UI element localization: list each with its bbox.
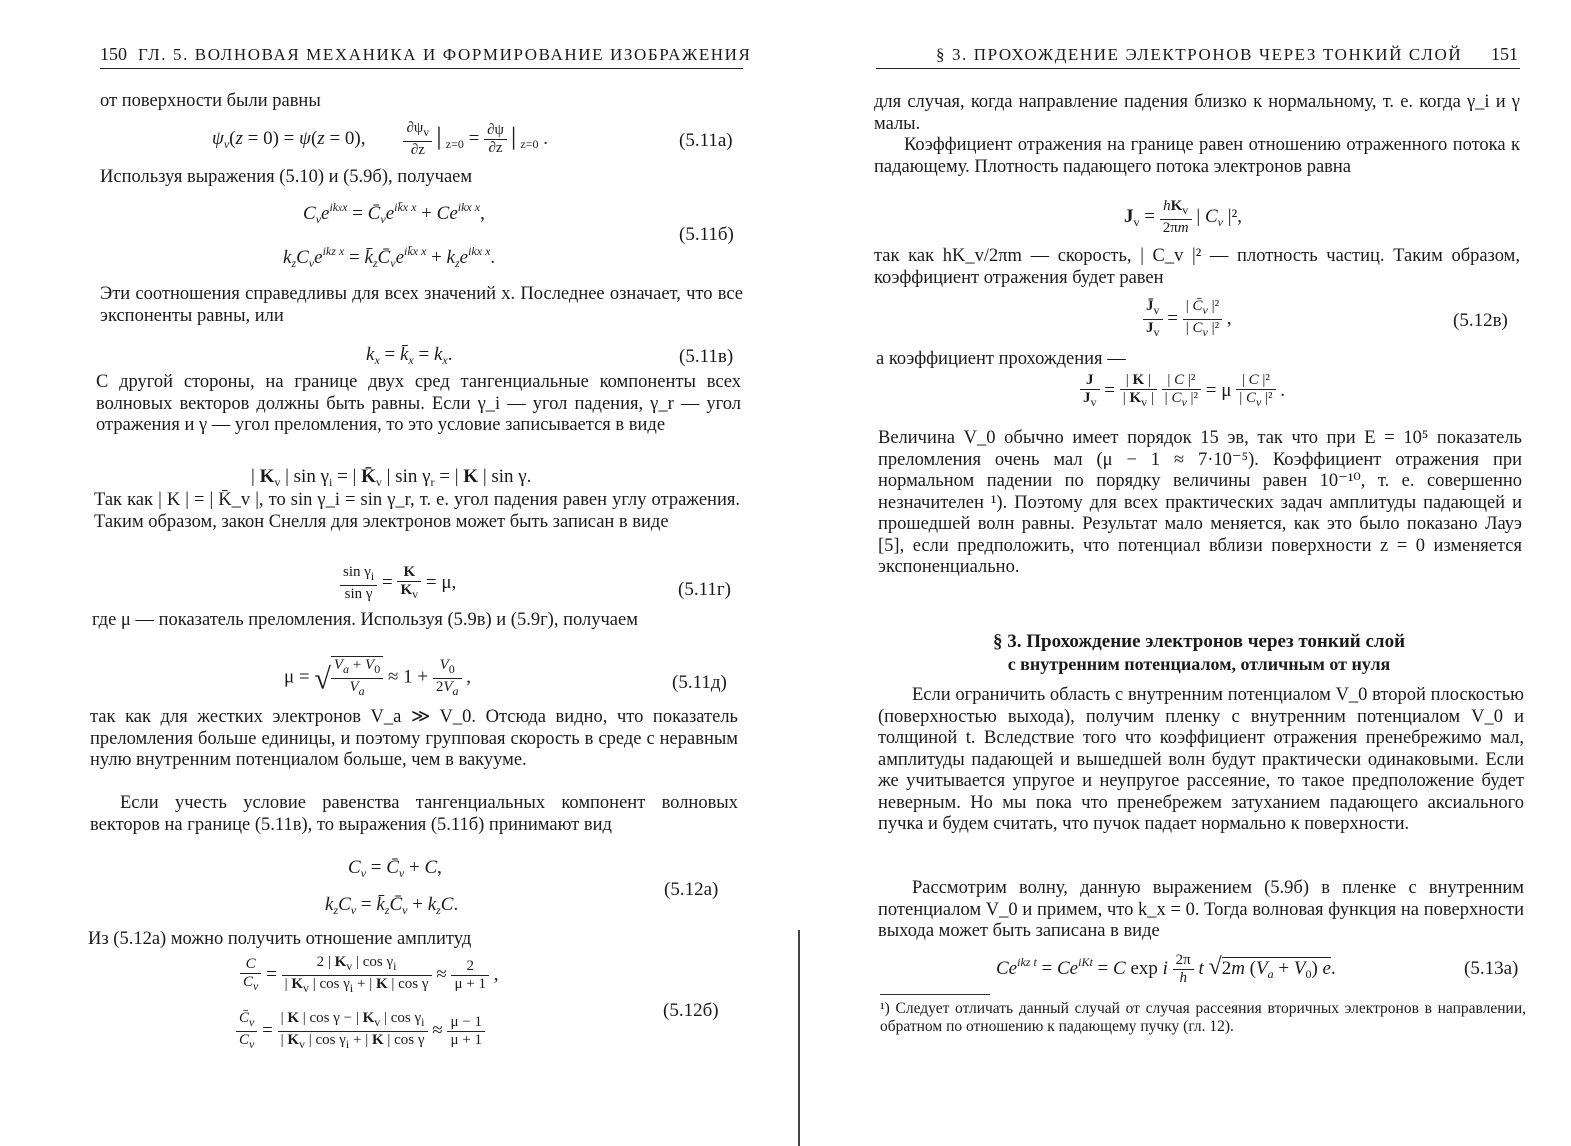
running-head-right [876, 44, 1520, 69]
left-p9: Из (5.12а) можно получить отношение амплитуд [88, 929, 472, 949]
eq-511a: $\psi_v(z = 0) = \psi(z = 0)$, $\frac{\partial\psi_v}{\partial z}$ $│_{z=0}$ = $\frac{\partial\psi}{\partial z}$ $│_{z=0}$ . [212, 120, 548, 158]
footnote: ¹) Следует отличать данный случай от случая рассеяния вторичных электронов в направлении, обратном по отношению к падающему пучку (гл. 12). [880, 1000, 1526, 1035]
right-p6: Если ограничить область с внутренним потенциалом V_0 второй плоскостью (поверхностью выхода), получим пленку с внутренним потенциалом V_0 и толщиной t. Вследствие того что коэффициент отражения пренебрежимо мал, амплитуды падающей и вышедшей волн будут практически одинаковыми. Если же учитывается упругое и неупругое рассеяние, то такое предположение будет неверным. Но мы пока что пренебрежем затуханием падающего аксиального пучка и будем считать, что пучок падает нормально к поверхности. [878, 685, 1524, 834]
eq-511d-label: (5.11д) [672, 672, 727, 693]
eq-513a: $Ce^{ikz t} = Ce^{iKt} = C$ exp i $\frac{2\pi}{h}$ t √2m $(V_a + V_0)$ e. [996, 952, 1336, 986]
eq-511g-label: (5.11г) [678, 579, 731, 600]
footnote-rule [880, 994, 990, 995]
right-p1: для случая, когда направление падения близко к нормальному, т. е. когда γ_i и γ малы. [874, 92, 1520, 134]
left-p8: Если учесть условие равенства тангенциальных компонент волновых векторов на границе (5.11в), то выражения (5.11б) принимают вид [90, 793, 738, 835]
eq-512v-label: (5.12в) [1453, 310, 1508, 331]
eq-512b-2: $\frac{C̄_v}{C_v}$ = $\frac{| K | \cos \gamma - | K_v | \cos \gamma_i}{| K_v | \cos \gamma_i + | K | \cos \gamma}$ ≈ $\frac{\mu - 1}{\mu + 1}$ [236, 1010, 485, 1053]
right-p5: Величина V_0 обычно имеет порядок 15 эв, так что при E = 10⁵ показатель преломления очень мал (μ − 1 ≈ 7·10⁻⁵). Коэффициент отражения при нормальном падении по порядку величины равен 10⁻¹⁰, т. е. совершенно незначителен ¹). Поэтому для всех практических задач амплитуды падающей и прошедшей волн равны. Результат мало меняется, как это было показано Лауэ [5], если предположить, что потенциал вблизи поверхности z = 0 изменяется экспоненциально. [878, 428, 1522, 577]
eq-511b-label: (5.11б) [679, 224, 734, 245]
left-p7: так как для жестких электронов V_a ≫ V_0. Отсюда видно, что показатель преломления больше единицы, и поэтому групповая скорость в среде с неравным нулю внутренним потенциалом больше, чем в вакууме. [90, 707, 738, 770]
eq-flux: $J_v$ = $\frac{hK_v}{2\pi m}$ | $C_v$ |², [1124, 198, 1242, 236]
right-p7: Рассмотрим волну, данную выражением (5.9б) в пленке с внутренним потенциалом V_0 и примем, что k_x = 0. Тогда волновая функция на поверхности выхода может быть записана в виде [878, 878, 1524, 941]
eq-snell: | $K_v$ | $\sin \gamma_i$ = | $K̄_v$ | $\sin \gamma_r$ = | K | sin γ. [251, 466, 532, 489]
section-title-line-2: с внутренним потенциалом, отличным от нуля [1007, 654, 1391, 674]
right-p2: Коэффициент отражения на границе равен отношению отраженного потока к падающему. Плотность падающего потока электронов равна [874, 135, 1520, 177]
eq-trans: $\frac{J}{J_v}$ = $\frac{| K |}{| K_v |}$ $\frac{\text{| C |²}}{| C_v |^2}$ = μ $\frac{\text{| C |²}}{| C_v |^2}$ . [1080, 372, 1285, 411]
running-head-left [100, 44, 752, 69]
eq-511a-label: (5.11а) [679, 130, 733, 151]
eq-512a-label: (5.12а) [664, 879, 719, 900]
running-head-title-right: § 3. ПРОХОЖДЕНИЕ ЭЛЕКТРОНОВ ЧЕРЕЗ ТОНКИЙ СЛОЙ [936, 45, 1463, 64]
eq-511v: $k_x$ = $k̄_x = k_x$. [366, 344, 453, 367]
page-number-right: 151 [1491, 44, 1518, 64]
right-p3: так как hK_v/2πm — скорость, | C_v |² — плотность частиц. Таким образом, коэффициент отражения будет равен [874, 246, 1520, 288]
right-p4: а коэффициент прохождения — [876, 349, 1126, 369]
eq-512b-1: $\frac{C}{C_v}$ = $\frac{2 | K_v | \cos \gamma_i}{| K_v | \cos \gamma_i + | K | \cos \gamma}$ ≈ $\frac{2}{\mu + 1}$ , [240, 954, 498, 997]
left-p1: от поверхности были равны [100, 91, 321, 111]
eq-512a-2: $k_zC_v$ = $k̄_zC̄_v + k_zC$. [325, 894, 459, 917]
left-p3: Эти соотношения справедливы для всех значений x. Последнее означает, что все экспоненты равны, или [100, 284, 743, 326]
eq-511v-label: (5.11в) [679, 346, 734, 367]
left-p5: Так как | K | = | K̄_v |, то sin γ_i = sin γ_r, т. е. угол падения равен углу отражения. Таким образом, закон Снелля для электронов может быть записан в виде [94, 490, 740, 532]
left-p4: С другой стороны, на границе двух сред тангенциальные компоненты всех волновых векторов должны быть равны. Если γ_i — угол падения, γ_r — угол отражения и γ — угол преломления, то это условие записывается в виде [96, 372, 741, 435]
running-head-title-left: ГЛ. 5. ВОЛНОВАЯ МЕХАНИКА И ФОРМИРОВАНИЕ ИЗОБРАЖЕНИЯ [138, 45, 752, 64]
eq-511g: $\frac{\sin \gamma_i}{\text{sin γ}}$ = $\frac{K}{K_v}$ = μ, [340, 564, 456, 603]
eq-511d: μ = √ $\frac{V_a + V_0}{V_a}$ ≈ 1 + $\frac{V_0}{2V_a}$ , [284, 656, 472, 698]
left-p6: где μ — показатель преломления. Используя (5.9в) и (5.9г), получаем [92, 610, 638, 630]
eq-512a-1: $C_v$ = $C̄_v + C$, [348, 857, 442, 880]
page-number-left: 150 [100, 44, 127, 64]
eq-511b-1: $C_ve^{ikxx}$ = $C̄_ve^{ik̄x x} + Ce^{ikx x}$, [303, 200, 485, 226]
eq-512v: $\frac{J̄_v}{J_v}$ = $\frac{| C̄_v |^2}{| C_v |^2}$ , [1143, 298, 1232, 341]
left-p2: Используя выражения (5.10) и (5.9б), получаем [100, 167, 473, 187]
eq-512b-label: (5.12б) [663, 1000, 719, 1021]
eq-513a-label: (5.13а) [1464, 958, 1519, 979]
eq-511b-2: $k_zC_ve^{ikz x}$ = $k̄_zC̄_ve^{ik̄x x} + k_ze^{ikx x}$. [283, 244, 496, 270]
section-title-line-1: § 3. Прохождение электронов через тонкий слой [992, 631, 1406, 652]
